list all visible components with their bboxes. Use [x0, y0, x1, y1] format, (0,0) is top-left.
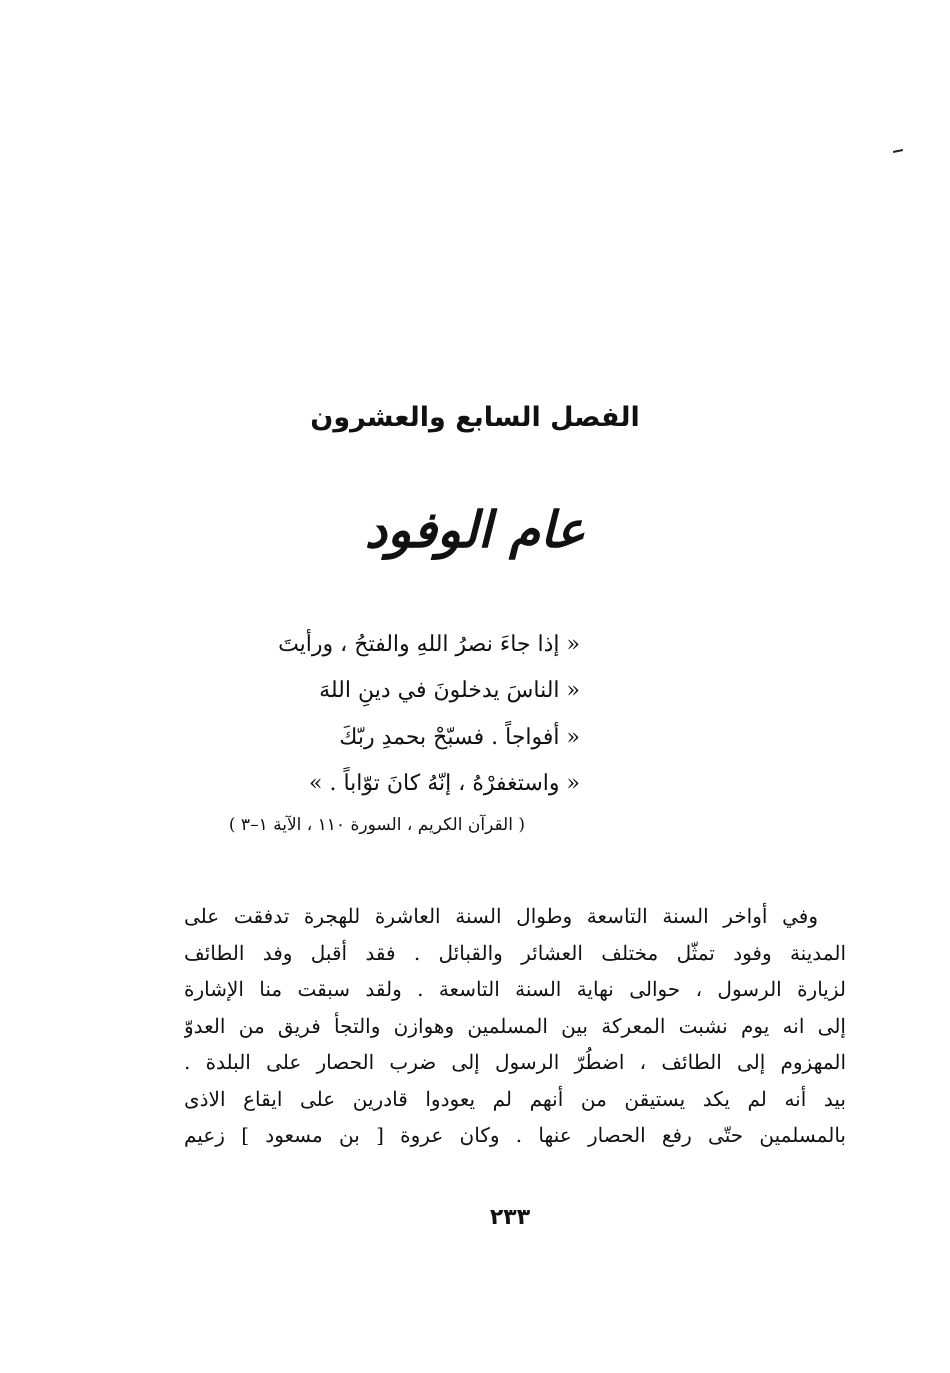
body-line: بالمسلمين حتّى رفع الحصار عنها . وكان عروة [ بن مسعود ] زعيم	[184, 1123, 846, 1147]
body-line: بيد أنه لم يكد يستيقن من أنهم لم يعودوا قادرين على ايقاع الاذى	[184, 1086, 846, 1111]
page-number: ٢٣٣	[489, 1205, 531, 1230]
body-line: لزيارة الرسول ، حوالى نهاية السنة التاسعة . ولقد سبقت منا الإشارة	[184, 977, 846, 1001]
quote-reference: ( القرآن الكريم ، السورة ١١٠ ، الآية ١–٣ )	[228, 815, 525, 835]
scan-mark	[893, 149, 903, 153]
quote-line: « واستغفرْهُ ، إنّهُ كانَ توّاباً . »	[309, 771, 580, 796]
body-line: وفي أواخر السنة التاسعة وطوال السنة العاشرة للهجرة تدفقت على	[184, 904, 818, 928]
quote-line: « إذا جاءَ نصرُ اللهِ والفتحُ ، ورأيتَ	[278, 632, 580, 657]
quote-line: « أفواجاً . فسبّحْ بحمدِ ربّكَ	[339, 725, 580, 750]
chapter-label: الفصل السابع والعشرون	[310, 402, 640, 433]
body-line: المدينة وفود تمثّل مختلف العشائر والقبائل . فقد أقبل وفد الطائف	[184, 940, 846, 965]
chapter-title: عام الوفود	[364, 500, 586, 559]
body-line: إلى انه يوم نشبت المعركة بين المسلمين وهوازن والتجأ فريق من العدوّ	[184, 1013, 846, 1038]
body-line: المهزوم إلى الطائف ، اضطُرّ الرسول إلى ضرب الحصار على البلدة .	[184, 1050, 846, 1074]
body-paragraph	[184, 898, 846, 1154]
quote-line: « الناسَ يدخلونَ في دينِ اللهَ	[319, 678, 580, 703]
